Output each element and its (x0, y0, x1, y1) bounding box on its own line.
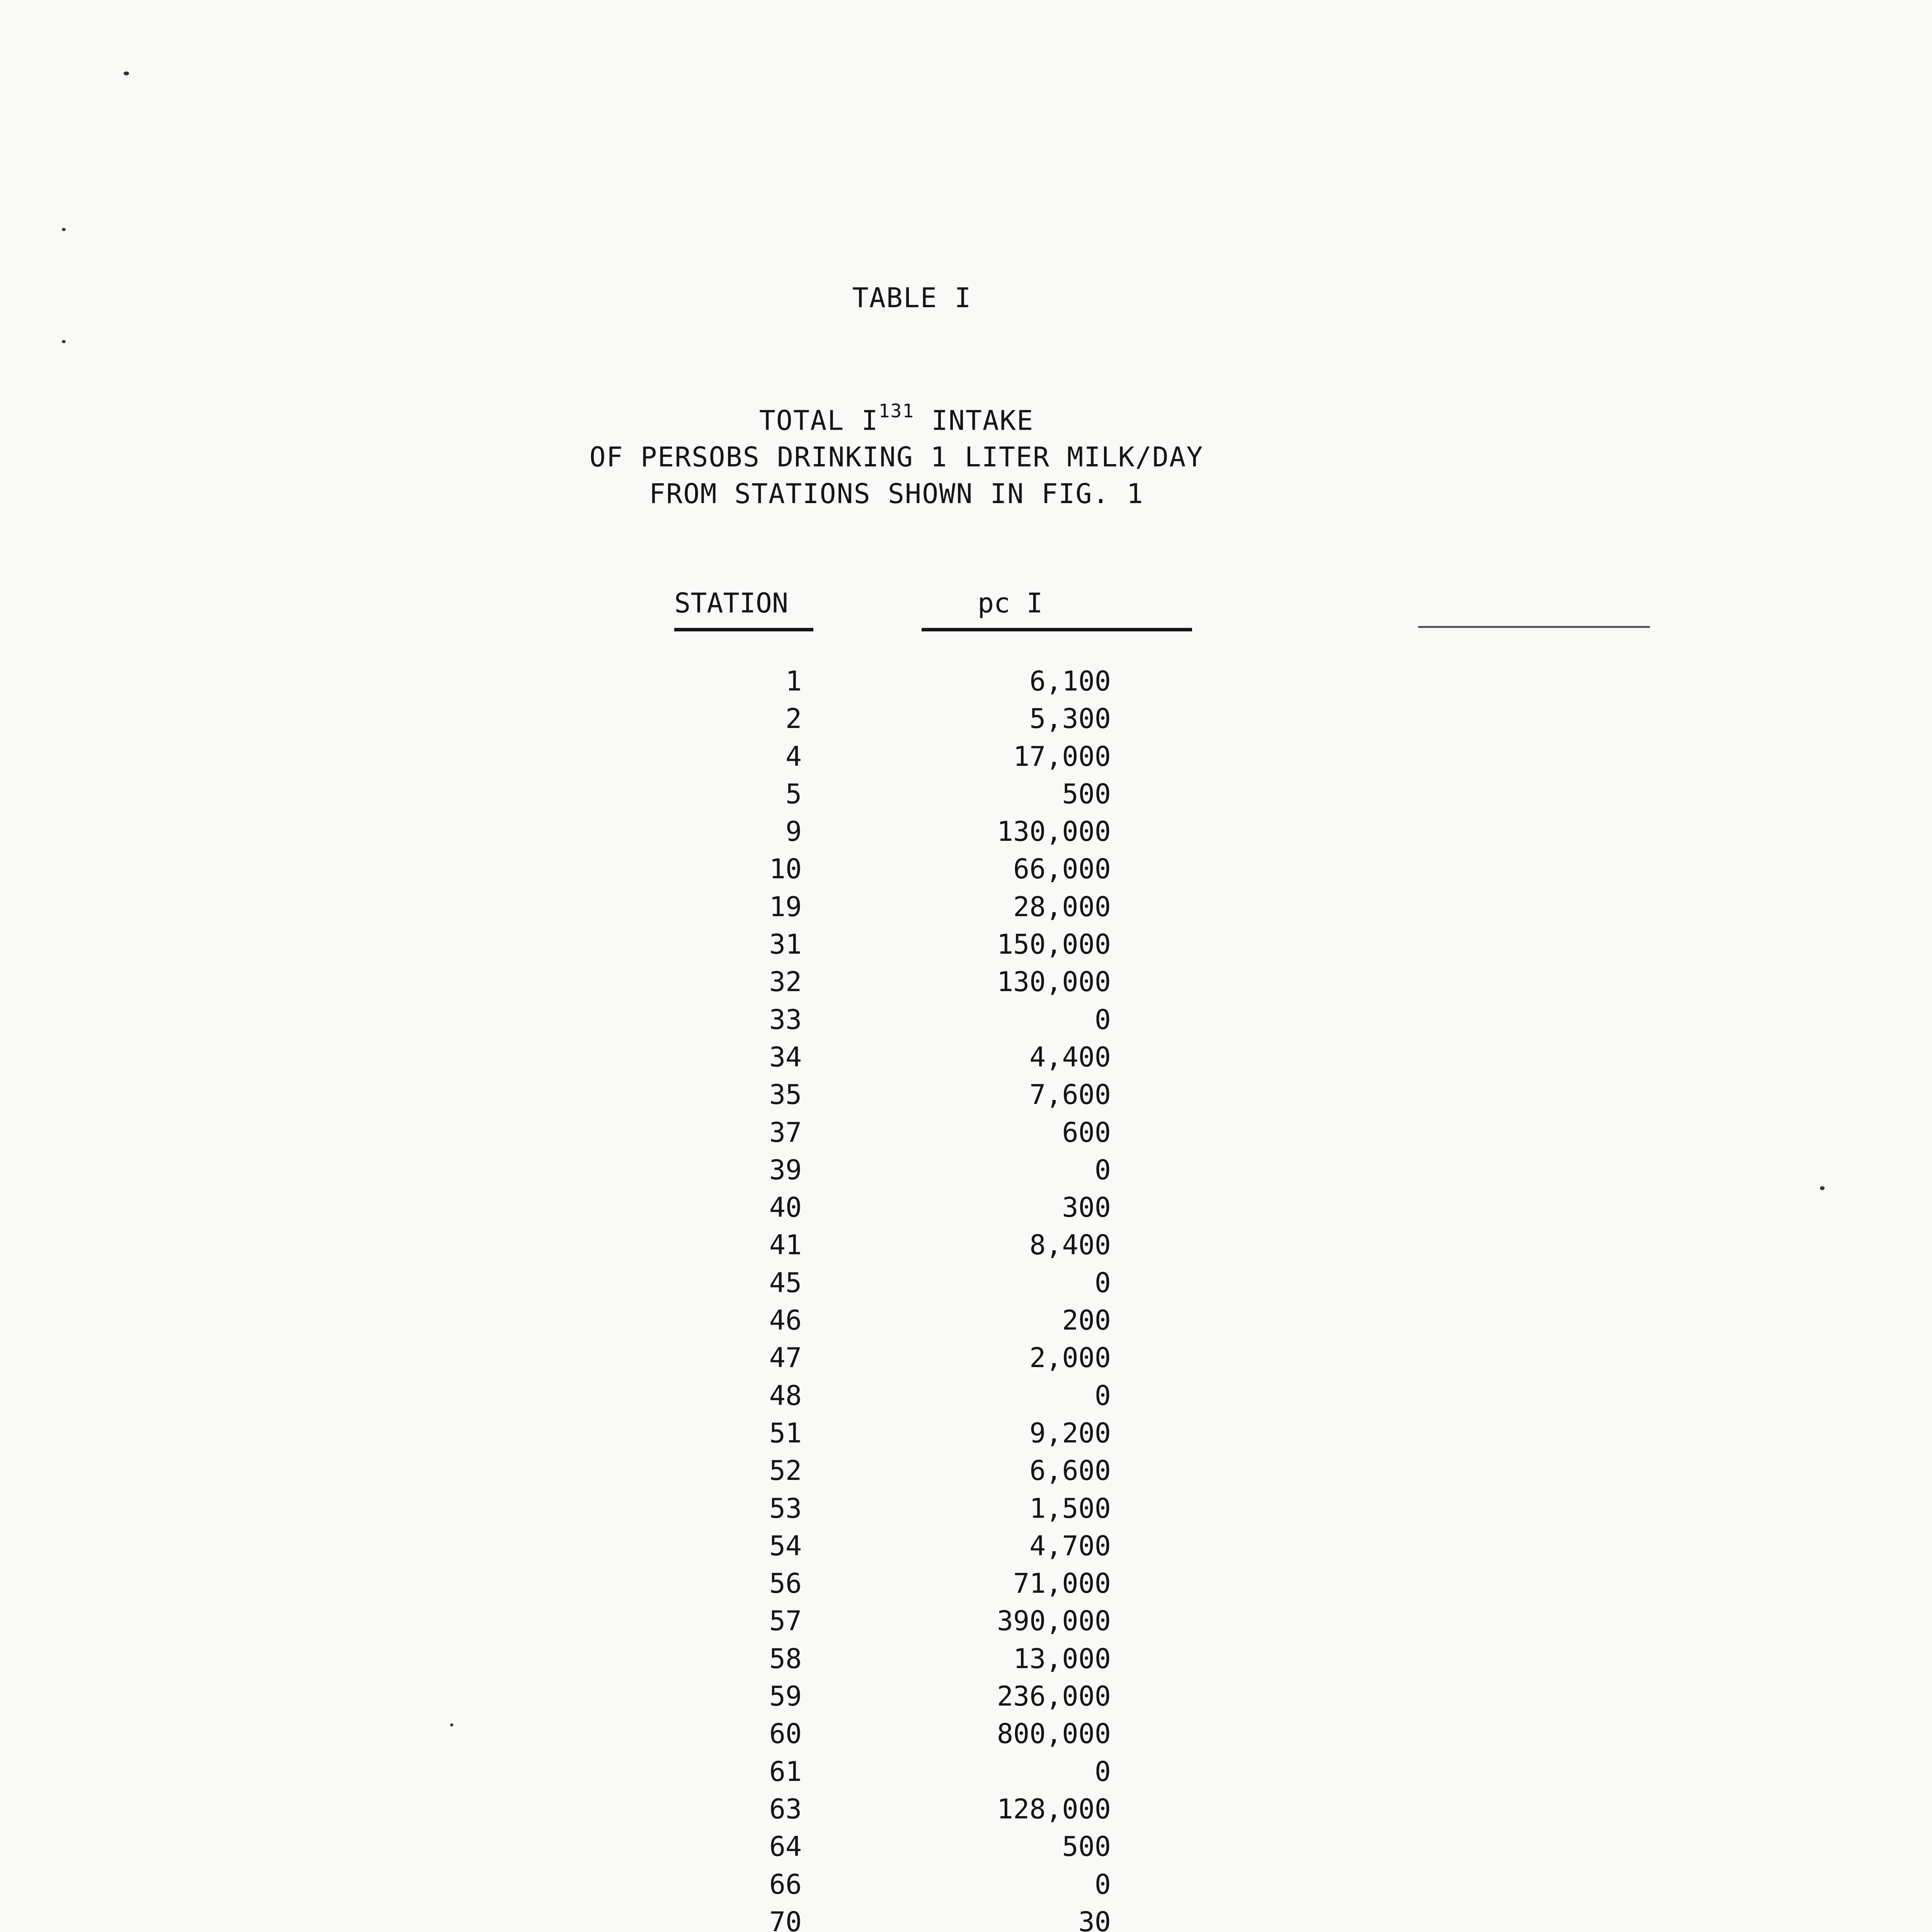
table-row (0, 853, 1932, 891)
table-row (0, 1267, 1932, 1304)
table-row (0, 1831, 1932, 1868)
table-row (0, 1154, 1932, 1192)
station-number: 5 (785, 778, 802, 810)
scan-speck (124, 71, 129, 75)
pc-value: 9,200 (1029, 1417, 1111, 1449)
table-row (0, 1455, 1932, 1492)
table-row (0, 1304, 1932, 1342)
scan-speck (450, 1723, 453, 1726)
table-row (0, 1718, 1932, 1755)
pc-value: 6,600 (1029, 1455, 1111, 1487)
pc-value: 17,000 (1013, 740, 1111, 772)
station-number: 39 (769, 1154, 802, 1186)
pc-value: 0 (1094, 1868, 1111, 1900)
pc-value: 236,000 (997, 1680, 1111, 1713)
station-number: 47 (769, 1342, 802, 1374)
table-row (0, 816, 1932, 853)
pc-value: 130,000 (997, 816, 1111, 848)
pc-value: 5,300 (1029, 703, 1111, 735)
scan-speck (1820, 1186, 1825, 1190)
station-number: 37 (769, 1116, 802, 1148)
pc-value: 300 (1062, 1192, 1111, 1224)
table-row (0, 1417, 1932, 1455)
table-number: TABLE I (852, 282, 972, 314)
table-row (0, 1568, 1932, 1605)
pc-value: 390,000 (997, 1605, 1111, 1637)
pc-value: 0 (1094, 1154, 1111, 1186)
station-number: 61 (769, 1755, 802, 1787)
station-number: 34 (769, 1041, 802, 1073)
table-row (0, 778, 1932, 816)
table-row (0, 929, 1932, 966)
station-number: 35 (769, 1079, 802, 1111)
station-number: 40 (769, 1192, 802, 1224)
station-number: 33 (769, 1003, 802, 1036)
pc-value: 30 (1078, 1906, 1111, 1932)
pc-value: 0 (1094, 1379, 1111, 1412)
station-number: 32 (769, 966, 802, 998)
title-line-1 (0, 396, 1793, 439)
table-row (0, 1342, 1932, 1379)
station-number: 10 (769, 853, 802, 885)
station-number: 45 (769, 1267, 802, 1299)
station-number: 58 (769, 1643, 802, 1675)
pc-value: 1,500 (1029, 1492, 1111, 1524)
table-row (0, 1605, 1932, 1643)
station-number: 64 (769, 1831, 802, 1863)
pc-value: 6,100 (1029, 665, 1111, 697)
pc-value: 13,000 (1013, 1643, 1111, 1675)
pc-value: 600 (1062, 1116, 1111, 1148)
station-number: 46 (769, 1304, 802, 1337)
pc-value: 8,400 (1029, 1229, 1111, 1261)
station-number: 56 (769, 1568, 802, 1600)
pc-value: 0 (1094, 1755, 1111, 1787)
table-row (0, 1004, 1932, 1041)
station-number: 48 (769, 1379, 802, 1412)
station-number: 60 (769, 1718, 802, 1750)
scan-speck (62, 228, 66, 231)
table-row (0, 1380, 1932, 1417)
station-number: 31 (769, 929, 802, 961)
table-body (0, 665, 1932, 1932)
stray-line (1418, 626, 1650, 628)
table-row (0, 1493, 1932, 1530)
pc-value: 128,000 (997, 1793, 1111, 1825)
title-line-3: FROM STATIONS SHOWN IN FIG. 1 (649, 478, 1144, 510)
station-number: 19 (769, 891, 802, 923)
pc-value: 500 (1062, 778, 1111, 810)
table-row (0, 665, 1932, 703)
table-row (0, 741, 1932, 778)
scan-speck (62, 340, 66, 343)
station-number: 1 (785, 665, 802, 697)
table-row (0, 1643, 1932, 1680)
pc-value: 28,000 (1013, 891, 1111, 923)
pc-value: 4,700 (1029, 1530, 1111, 1562)
table-row (0, 1229, 1932, 1267)
station-number: 4 (785, 740, 802, 772)
table-row (0, 1041, 1932, 1079)
table-row (0, 1793, 1932, 1831)
table-row (0, 1756, 1932, 1793)
station-header-underline (674, 628, 813, 631)
table-title (0, 396, 1793, 512)
table-row (0, 703, 1932, 740)
station-number: 57 (769, 1605, 802, 1637)
table-row (0, 966, 1932, 1003)
pc-value: 0 (1094, 1267, 1111, 1299)
table-row (0, 1192, 1932, 1229)
station-number: 66 (769, 1868, 802, 1900)
title-superscript: 131 (878, 400, 915, 422)
pc-value: 4,400 (1029, 1041, 1111, 1073)
pc-value: 0 (1094, 1003, 1111, 1036)
table-row (0, 1906, 1932, 1932)
pc-value: 200 (1062, 1304, 1111, 1337)
pc-value: 800,000 (997, 1718, 1111, 1750)
station-number: 9 (785, 816, 802, 848)
pc-value: 2,000 (1029, 1342, 1111, 1374)
station-number: 52 (769, 1455, 802, 1487)
table-row (0, 1117, 1932, 1154)
station-number: 63 (769, 1793, 802, 1825)
title-line-1-suffix: INTAKE (914, 405, 1034, 437)
station-number: 59 (769, 1680, 802, 1713)
station-number: 41 (769, 1229, 802, 1261)
station-number: 2 (785, 703, 802, 735)
table-row (0, 1680, 1932, 1718)
title-line-1-prefix: TOTAL I (759, 405, 879, 437)
station-number: 70 (769, 1906, 802, 1932)
pc-header-underline (922, 628, 1192, 631)
pc-value: 500 (1062, 1831, 1111, 1863)
title-line-2: OF PERSOBS DRINKING 1 LITER MILK/DAY (589, 441, 1204, 473)
station-number: 51 (769, 1417, 802, 1449)
pc-value: 150,000 (997, 929, 1111, 961)
pc-value: 66,000 (1013, 853, 1111, 885)
station-number: 53 (769, 1492, 802, 1524)
pc-value: 71,000 (1013, 1568, 1111, 1600)
table-row (0, 1079, 1932, 1116)
pc-value: 130,000 (997, 966, 1111, 998)
table-row (0, 1869, 1932, 1906)
table-row (0, 891, 1932, 929)
station-column-header: STATION (674, 587, 789, 619)
pc-value: 7,600 (1029, 1079, 1111, 1111)
station-number: 54 (769, 1530, 802, 1562)
pc-column-header: pc I (978, 587, 1043, 619)
table-row (0, 1530, 1932, 1568)
